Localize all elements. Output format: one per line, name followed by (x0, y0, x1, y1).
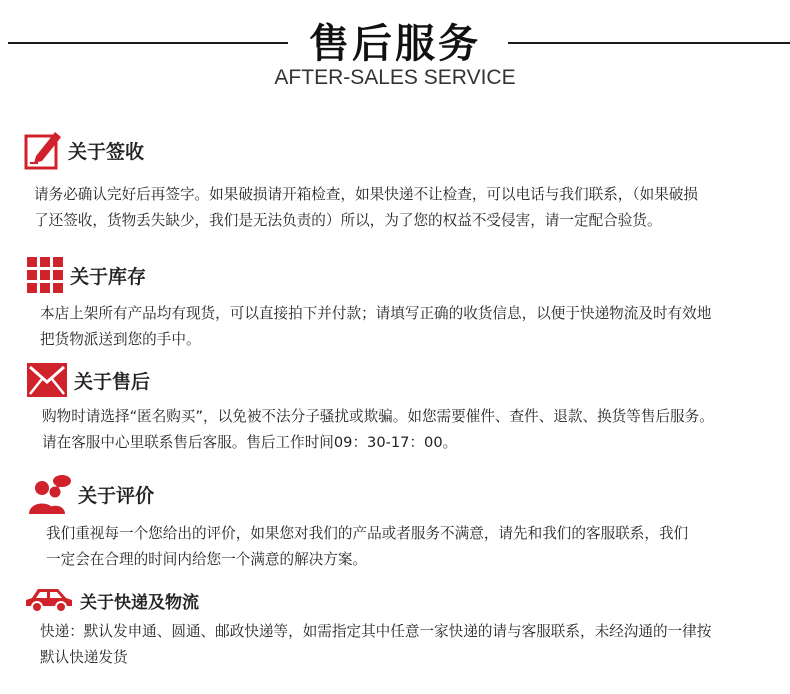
page-subtitle: AFTER-SALES SERVICE (274, 66, 516, 89)
section-reviews-line: 一定会在合理的时间内给您一个满意的解决方案。 (46, 551, 368, 568)
section-shipping-header (24, 586, 199, 614)
section-reviews-header (28, 474, 154, 514)
section-inventory-line: 本店上架所有产品均有现货，可以直接拍下并付款；请填写正确的收货信息，以便于快递物流及时有效地 (40, 305, 712, 322)
grid-inventory-icon (26, 256, 64, 294)
section-inventory-body (40, 301, 711, 353)
section-after-sales-header (26, 362, 150, 398)
section-reviews-body (46, 521, 688, 573)
section-signing-header (24, 130, 144, 170)
section-after-sales-line: 购物时请选择“匿名购买”，以免被不法分子骚扰或欺骗。如您需要催件、查件、退款、换货等售后服务。 (42, 408, 714, 425)
section-after-sales-line: 请在客服中心里联系售后客服。售后工作时间09：30-17：00。 (42, 434, 458, 451)
pen-sign-icon (24, 130, 62, 170)
section-inventory-line: 把货物派送到您的手中。 (40, 331, 201, 348)
page-header (0, 0, 790, 100)
section-inventory-header (26, 256, 146, 294)
section-shipping-body (40, 619, 711, 671)
section-shipping-line: 快递：默认发申通、圆通、邮政快递等，如需指定其中任意一家快递的请与客服联系，未经沟通的一律按 (40, 623, 712, 640)
section-signing-line: 请务必确认完好后再签字。如果破损请开箱检查，如果快递不让检查，可以电话与我们联系，（如果破损 (34, 186, 699, 203)
section-signing-title: 关于签收 (68, 140, 145, 163)
car-icon (24, 586, 74, 614)
section-inventory-title: 关于库存 (70, 265, 147, 288)
section-after-sales-body (42, 404, 714, 456)
users-chat-icon (28, 474, 72, 514)
section-shipping-title: 关于快递及物流 (80, 592, 199, 613)
page-title: 售后服务 (309, 21, 481, 67)
section-reviews-line: 我们重视每一个您给出的评价，如果您对我们的产品或者服务不满意，请先和我们的客服联系，我们 (46, 525, 689, 542)
envelope-icon (26, 362, 68, 398)
section-shipping-line: 默认快递发货 (40, 649, 128, 666)
section-signing-body (34, 182, 698, 234)
section-after-sales-title: 关于售后 (74, 370, 151, 393)
header-divider-right (508, 42, 790, 44)
section-signing-line: 了还签收，货物丢失缺少，我们是无法负责的）所以，为了您的权益不受侵害，请一定配合验货。 (34, 212, 662, 229)
section-reviews-title: 关于评价 (78, 484, 155, 507)
